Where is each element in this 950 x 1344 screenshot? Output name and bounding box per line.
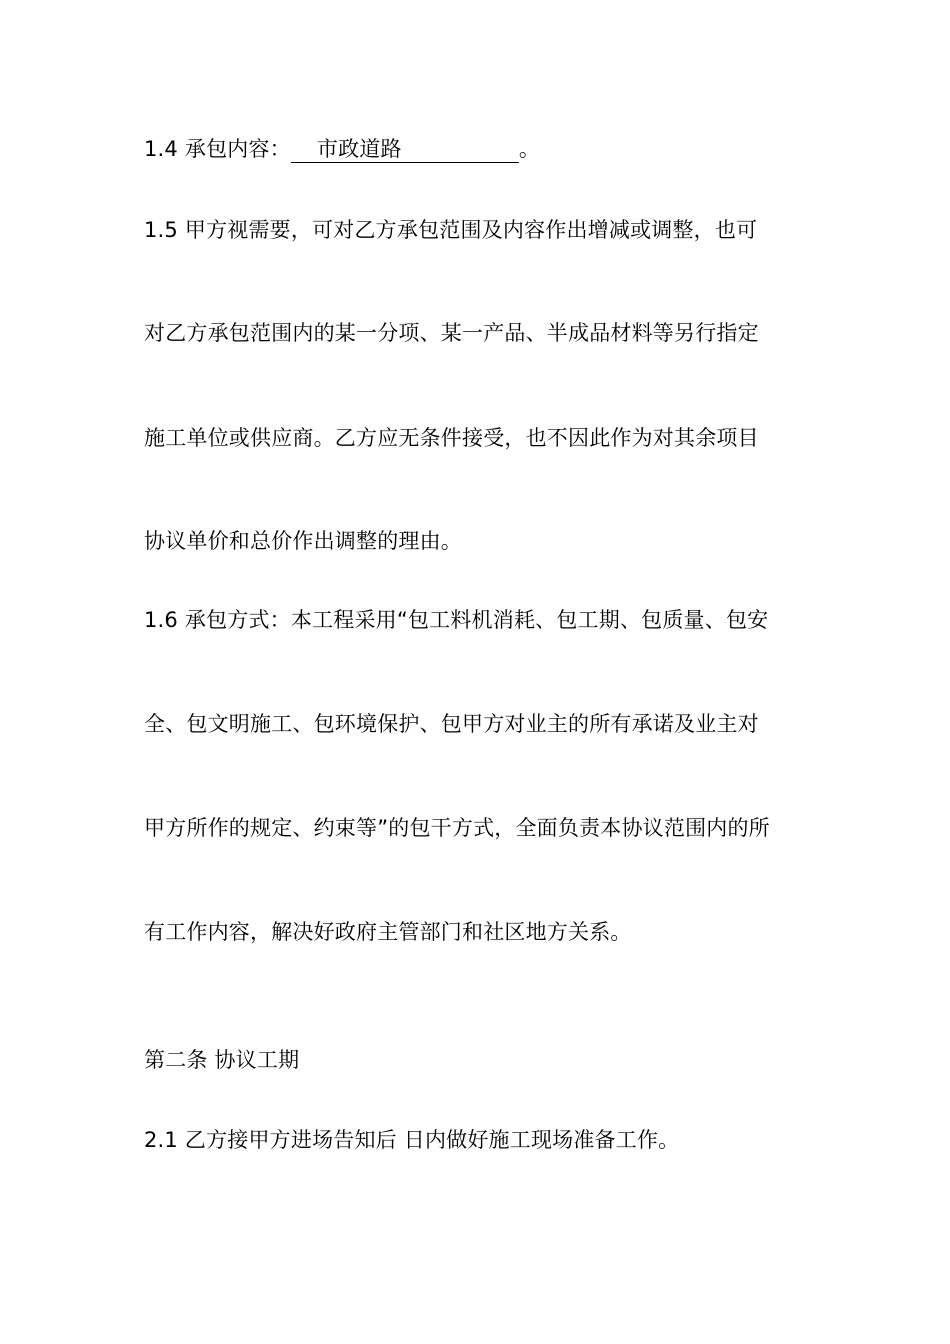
clause-1-6-line-2: 全、包文明施工、包环境保护、包甲方对业主的所有承诺及业主对	[144, 712, 759, 736]
clause-1-5-line-2: 对乙方承包范围内的某一分项、某一产品、半成品材料等另行指定	[144, 321, 759, 345]
article-2-heading: 第二条 协议工期	[144, 1048, 300, 1072]
contract-content-value: 市政道路	[316, 137, 402, 161]
clause-1-4-suffix: 。	[518, 137, 541, 161]
clause-1-4	[144, 135, 824, 163]
clause-1-5-line-4: 协议单价和总价作出调整的理由。	[144, 529, 462, 553]
clause-1-6-line-4: 有工作内容，解决好政府主管部门和社区地方关系。	[144, 920, 632, 944]
clause-1-5-line-1: 1.5 甲方视需要，可对乙方承包范围及内容作出增减或调整，也可	[144, 218, 758, 242]
clause-2-1: 2.1 乙方接甲方进场告知后 日内做好施工现场准备工作。	[144, 1128, 680, 1152]
clause-1-4-label: 1.4 承包内容：	[144, 137, 291, 161]
clause-1-6-line-1: 1.6 承包方式：本工程采用“包工料机消耗、包工期、包质量、包安	[144, 608, 769, 632]
clause-1-6-line-3: 甲方所作的规定、约束等”的包干方式，全面负责本协议范围内的所	[144, 816, 770, 840]
clause-1-5-line-3: 施工单位或供应商。乙方应无条件接受，也不因此作为对其余项目	[144, 426, 759, 450]
contract-content-field	[291, 136, 519, 163]
